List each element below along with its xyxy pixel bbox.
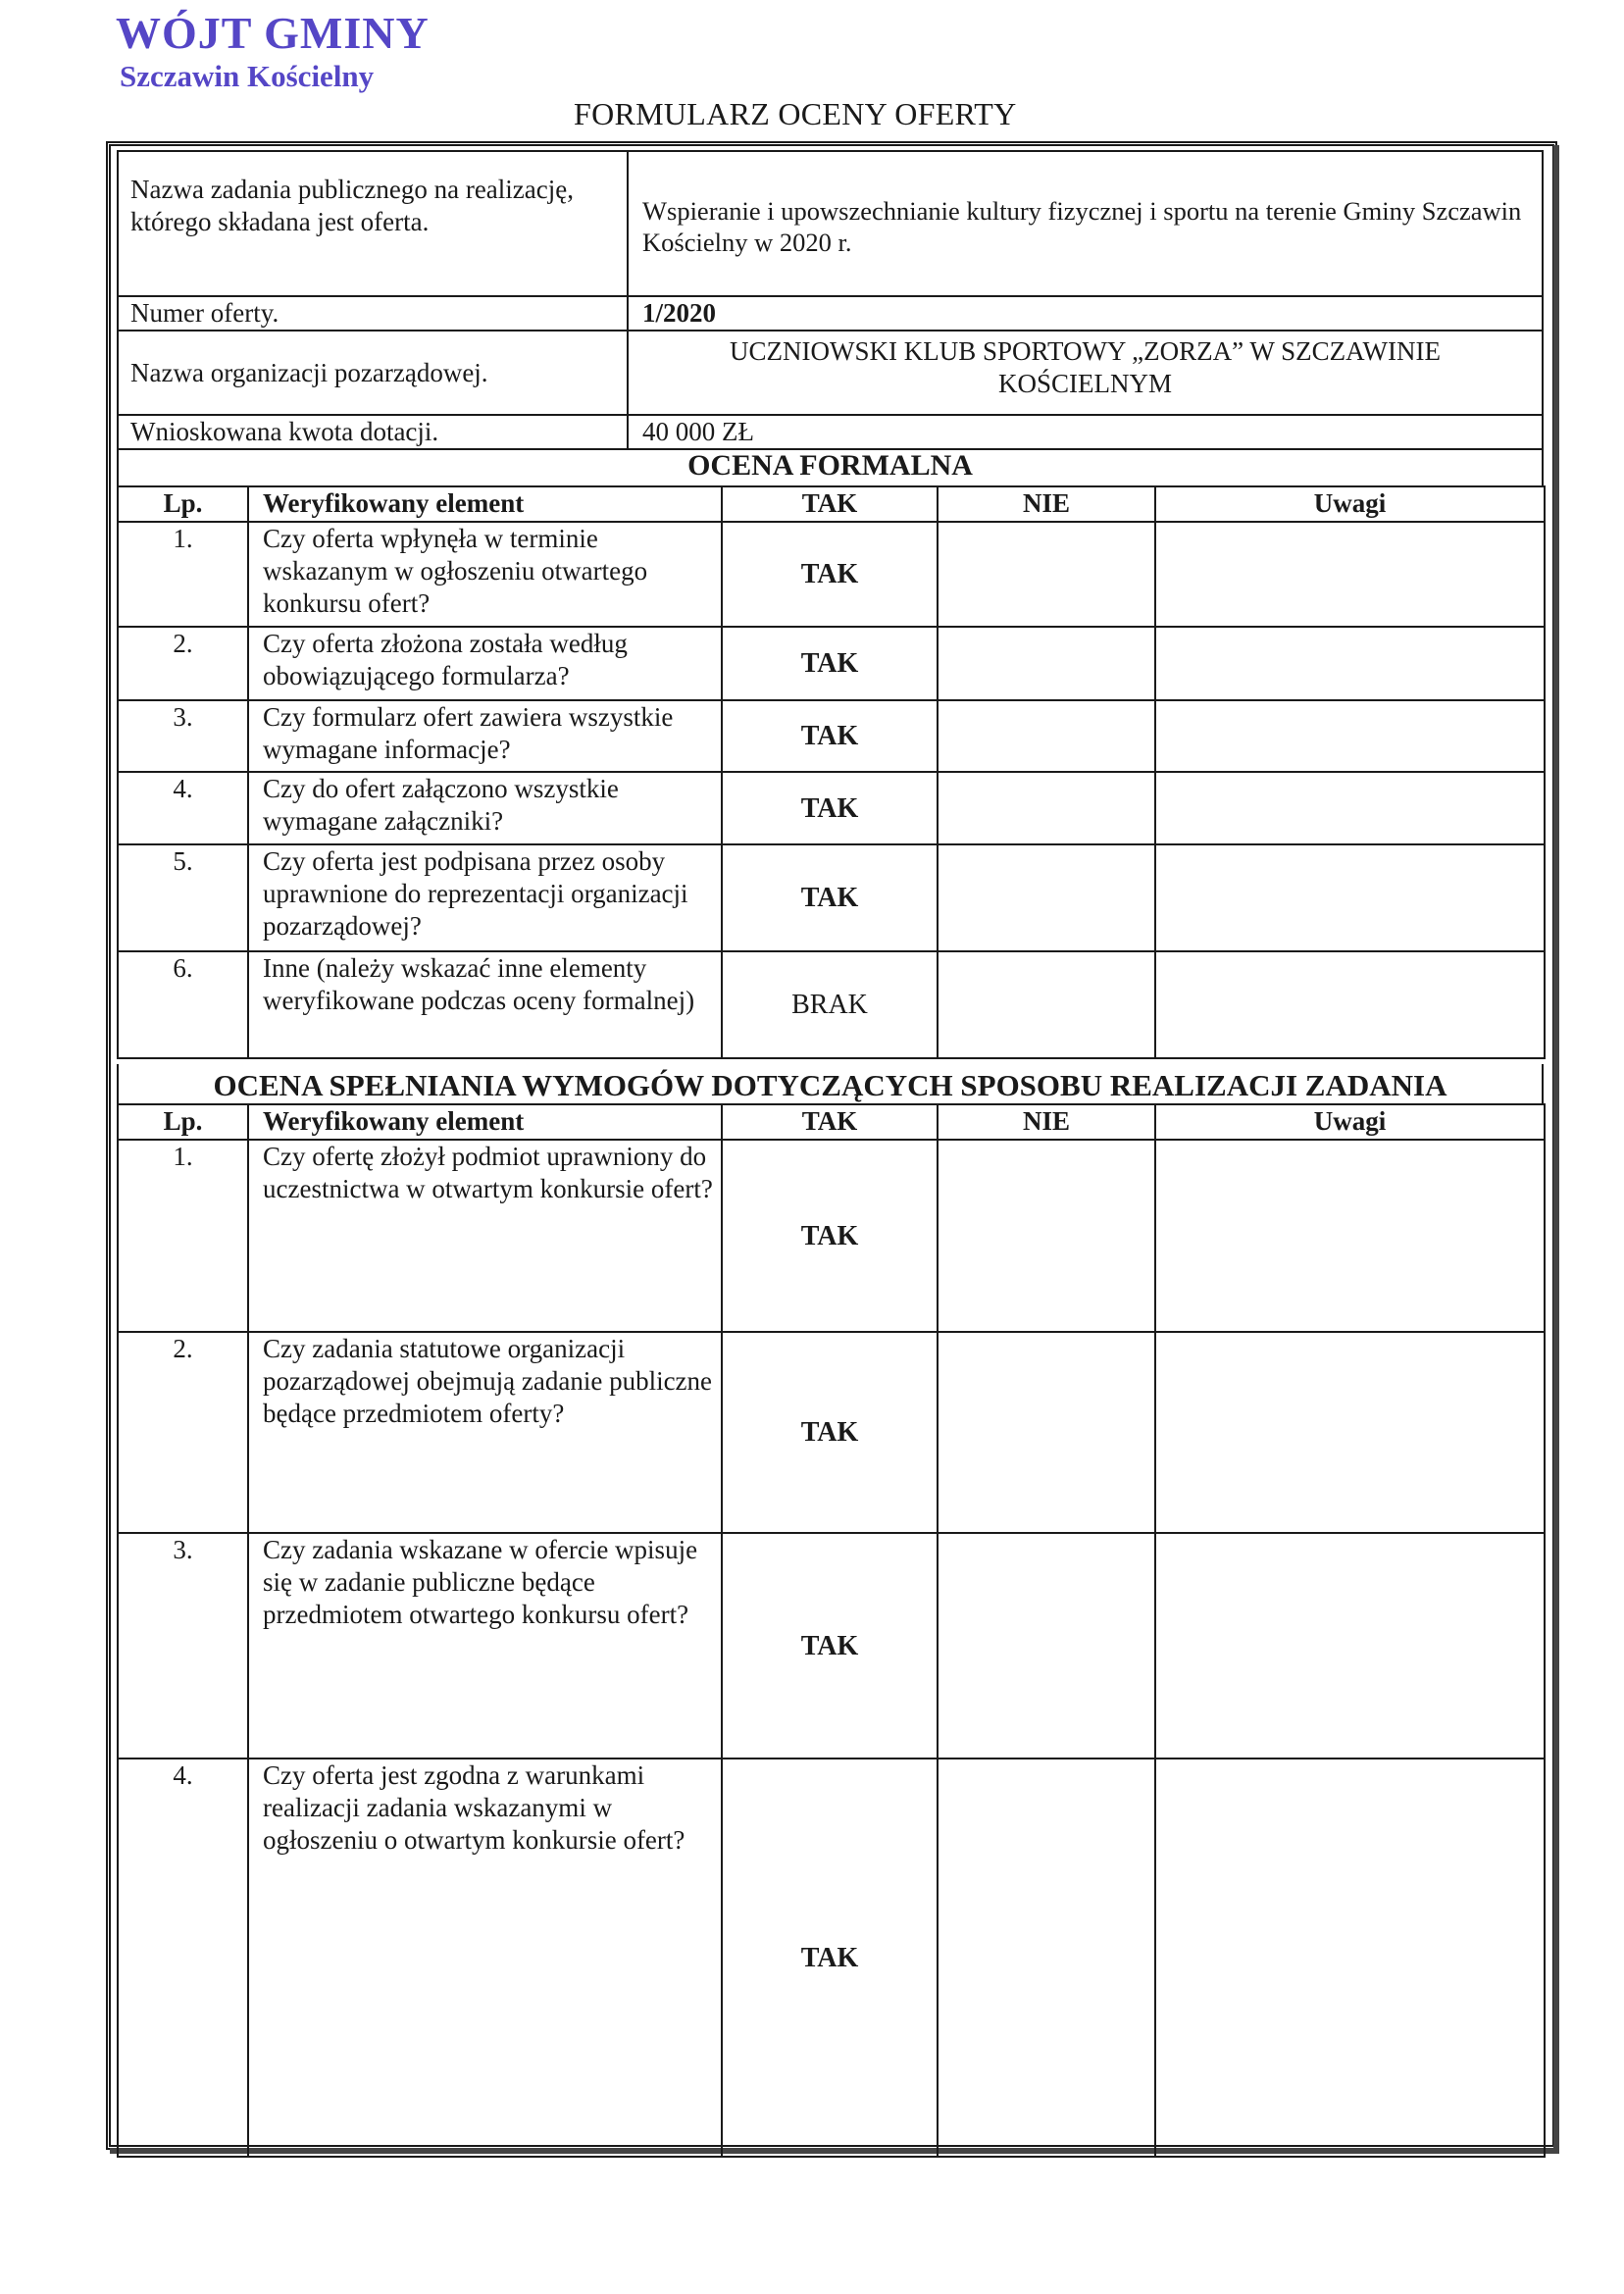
row-uwagi	[1155, 1332, 1545, 1533]
col-nie: NIE	[938, 486, 1155, 522]
row-lp: 5.	[118, 844, 248, 951]
row-nie	[938, 951, 1155, 1058]
row-lp: 2.	[118, 1332, 248, 1533]
table-row	[118, 522, 1545, 627]
row-nie	[938, 1332, 1155, 1533]
table-row	[118, 772, 1545, 844]
amount-value: 40 000 ZŁ	[628, 415, 1543, 449]
col-tak: TAK	[722, 486, 938, 522]
offer-number-value: 1/2020	[628, 296, 1543, 331]
row-tak: TAK	[722, 1533, 938, 1759]
frame-shadow-right	[1553, 145, 1559, 2152]
row-uwagi	[1155, 522, 1545, 627]
requirements-header-row	[118, 1104, 1545, 1140]
row-lp: 1.	[118, 522, 248, 627]
section-formal-title: OCENA FORMALNA	[117, 446, 1544, 485]
col-lp: Lp.	[118, 486, 248, 522]
row-uwagi	[1155, 1759, 1545, 2157]
row-question: Czy zadania statutowe organizacji pozarządowej obejmują zadanie publiczne będące przedmiotem oferty?	[248, 1332, 722, 1533]
row-uwagi	[1155, 772, 1545, 844]
row-uwagi	[1155, 1533, 1545, 1759]
row-lp: 3.	[118, 1533, 248, 1759]
task-label	[118, 151, 628, 296]
table-row	[118, 627, 1545, 700]
section-requirements-title: OCENA SPEŁNIANIA WYMOGÓW DOTYCZĄCYCH SPOSOBU REALIZACJI ZADANIA	[117, 1064, 1544, 1103]
col-tak: TAK	[722, 1104, 938, 1140]
col-lp: Lp.	[118, 1104, 248, 1140]
offer-info-table	[117, 150, 1544, 450]
col-element: Weryfikowany element	[248, 486, 722, 522]
row-question: Czy oferta jest zgodna z warunkami realizacji zadania wskazanymi w ogłoszeniu o otwartym konkursie ofert?	[248, 1759, 722, 2157]
row-uwagi	[1155, 627, 1545, 700]
row-question: Czy oferta jest podpisana przez osoby uprawnione do reprezentacji organizacji pozarządowej?	[248, 844, 722, 951]
table-row	[118, 1140, 1545, 1332]
row-question: Czy formularz ofert zawiera wszystkie wymagane informacje?	[248, 700, 722, 772]
row-nie	[938, 522, 1155, 627]
row-lp: 1.	[118, 1140, 248, 1332]
col-uwagi: Uwagi	[1155, 486, 1545, 522]
row-question: Czy oferta wpłynęła w terminie wskazanym w ogłoszeniu otwartego konkursu ofert?	[248, 522, 722, 627]
organization-label: Nazwa organizacji pozarządowej.	[118, 331, 628, 415]
col-nie: NIE	[938, 1104, 1155, 1140]
amount-label: Wnioskowana kwota dotacji.	[118, 415, 628, 449]
col-uwagi: Uwagi	[1155, 1104, 1545, 1140]
row-uwagi	[1155, 951, 1545, 1058]
row-uwagi	[1155, 1140, 1545, 1332]
col-element: Weryfikowany element	[248, 1104, 722, 1140]
formal-header-row	[118, 486, 1545, 522]
row-question: Czy oferta złożona została według obowiązującego formularza?	[248, 627, 722, 700]
row-tak: TAK	[722, 772, 938, 844]
row-lp: 6.	[118, 951, 248, 1058]
wojt-stamp	[116, 8, 430, 94]
row-uwagi	[1155, 844, 1545, 951]
row-nie	[938, 700, 1155, 772]
row-nie	[938, 1533, 1155, 1759]
row-question: Inne (należy wskazać inne elementy weryfikowane podczas oceny formalnej)	[248, 951, 722, 1058]
offer-number-label: Numer oferty.	[118, 296, 628, 331]
row-nie	[938, 1140, 1155, 1332]
row-uwagi	[1155, 700, 1545, 772]
table-row	[118, 700, 1545, 772]
formal-evaluation-table	[117, 485, 1546, 1059]
row-lp: 4.	[118, 772, 248, 844]
task-value-text: Wspieranie i upowszechnianie kultury fizycznej i sportu na terenie Gminy Szczawin Kościelny w 2020 r.	[642, 196, 1522, 257]
stamp-line-1: WÓJT GMINY	[116, 8, 430, 58]
row-tak: TAK	[722, 522, 938, 627]
row-question: Czy do ofert załączono wszystkie wymagane załączniki?	[248, 772, 722, 844]
stamp-line-2: Szczawin Kościelny	[120, 59, 375, 93]
row-lp: 3.	[118, 700, 248, 772]
task-label-text: Nazwa zadania publicznego na realizację, którego składana jest oferta.	[130, 175, 574, 236]
table-row	[118, 951, 1545, 1058]
row-tak: TAK	[722, 1332, 938, 1533]
row-question: Czy ofertę złożył podmiot uprawniony do uczestnictwa w otwartym konkursie ofert?	[248, 1140, 722, 1332]
row-tak: TAK	[722, 627, 938, 700]
row-nie	[938, 844, 1155, 951]
row-tak: TAK	[722, 844, 938, 951]
task-value	[628, 151, 1543, 296]
row-question: Czy zadania wskazane w ofercie wpisuje się w zadanie publiczne będące przedmiotem otwartego konkursu ofert?	[248, 1533, 722, 1759]
row-tak: TAK	[722, 1140, 938, 1332]
row-nie	[938, 772, 1155, 844]
row-lp: 2.	[118, 627, 248, 700]
row-lp: 4.	[118, 1759, 248, 2157]
table-row	[118, 844, 1545, 951]
row-tak: TAK	[722, 700, 938, 772]
table-row	[118, 1533, 1545, 1759]
document-title: FORMULARZ OCENY OFERTY	[574, 96, 1017, 131]
row-nie	[938, 1759, 1155, 2157]
table-row	[118, 1759, 1545, 2157]
table-row	[118, 1332, 1545, 1533]
row-tak: TAK	[722, 1759, 938, 2157]
row-tak: BRAK	[722, 951, 938, 1058]
requirements-evaluation-table	[117, 1103, 1546, 2158]
row-nie	[938, 627, 1155, 700]
organization-value: UCZNIOWSKI KLUB SPORTOWY „ZORZA” W SZCZAWINIE KOŚCIELNYM	[628, 331, 1543, 415]
